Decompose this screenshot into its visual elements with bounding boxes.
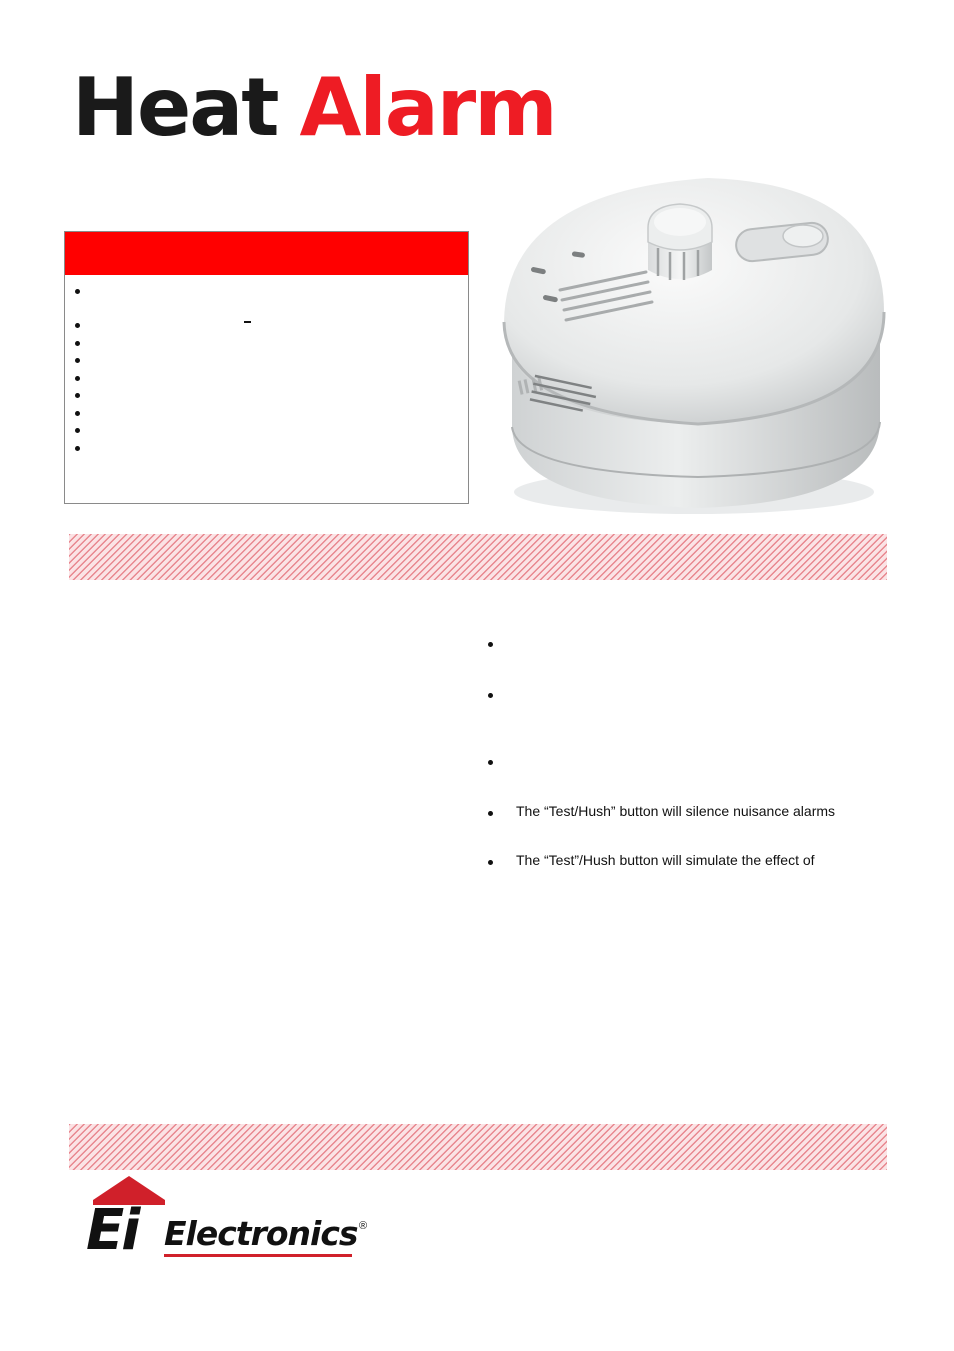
feature-bullet <box>75 376 83 384</box>
bullet-icon <box>75 358 80 363</box>
bullet-icon <box>488 860 493 865</box>
feature-dash-mark <box>244 321 251 323</box>
bullet-icon <box>75 428 80 433</box>
title-word-alarm: Alarm <box>299 61 556 154</box>
feature-bullet <box>75 411 83 419</box>
features-header-bar <box>65 232 468 275</box>
bullet-icon <box>75 393 80 398</box>
feature-bullet <box>75 393 83 401</box>
bullet-icon <box>75 323 80 328</box>
logo-brand-name: Electronics <box>164 1214 358 1253</box>
logo-mark: Ei <box>86 1198 138 1263</box>
feature-bullet <box>75 341 83 349</box>
bullet-icon <box>488 811 493 816</box>
section-divider-hatch <box>69 534 887 580</box>
bullet-icon <box>488 642 493 647</box>
title-word-heat: Heat <box>72 61 278 154</box>
feature-bullet <box>75 289 83 297</box>
ei-electronics-logo <box>86 1176 376 1263</box>
registered-mark: ® <box>359 1220 368 1232</box>
feature-bullet <box>75 428 83 436</box>
feature-bullet <box>75 323 83 331</box>
bullet-icon <box>75 411 80 416</box>
feature-bullet <box>75 446 83 454</box>
bullet-icon <box>75 376 80 381</box>
features-box <box>64 231 469 504</box>
description-item-text: The “Test/Hush” button will silence nuisance alarms <box>516 803 836 819</box>
bullet-icon <box>75 446 80 451</box>
bullet-icon <box>75 341 80 346</box>
bullet-icon <box>75 289 80 294</box>
bullet-icon <box>488 760 493 765</box>
heat-alarm-device-image <box>498 172 888 524</box>
logo-underline <box>164 1254 352 1257</box>
house-roof-icon <box>93 1176 165 1200</box>
description-item-text: The “Test”/Hush button will simulate the effect of <box>516 852 815 868</box>
footer-divider-hatch <box>69 1124 887 1170</box>
feature-bullet <box>75 358 83 366</box>
bullet-icon <box>488 693 493 698</box>
page-title <box>72 61 556 154</box>
description-list <box>487 620 887 890</box>
